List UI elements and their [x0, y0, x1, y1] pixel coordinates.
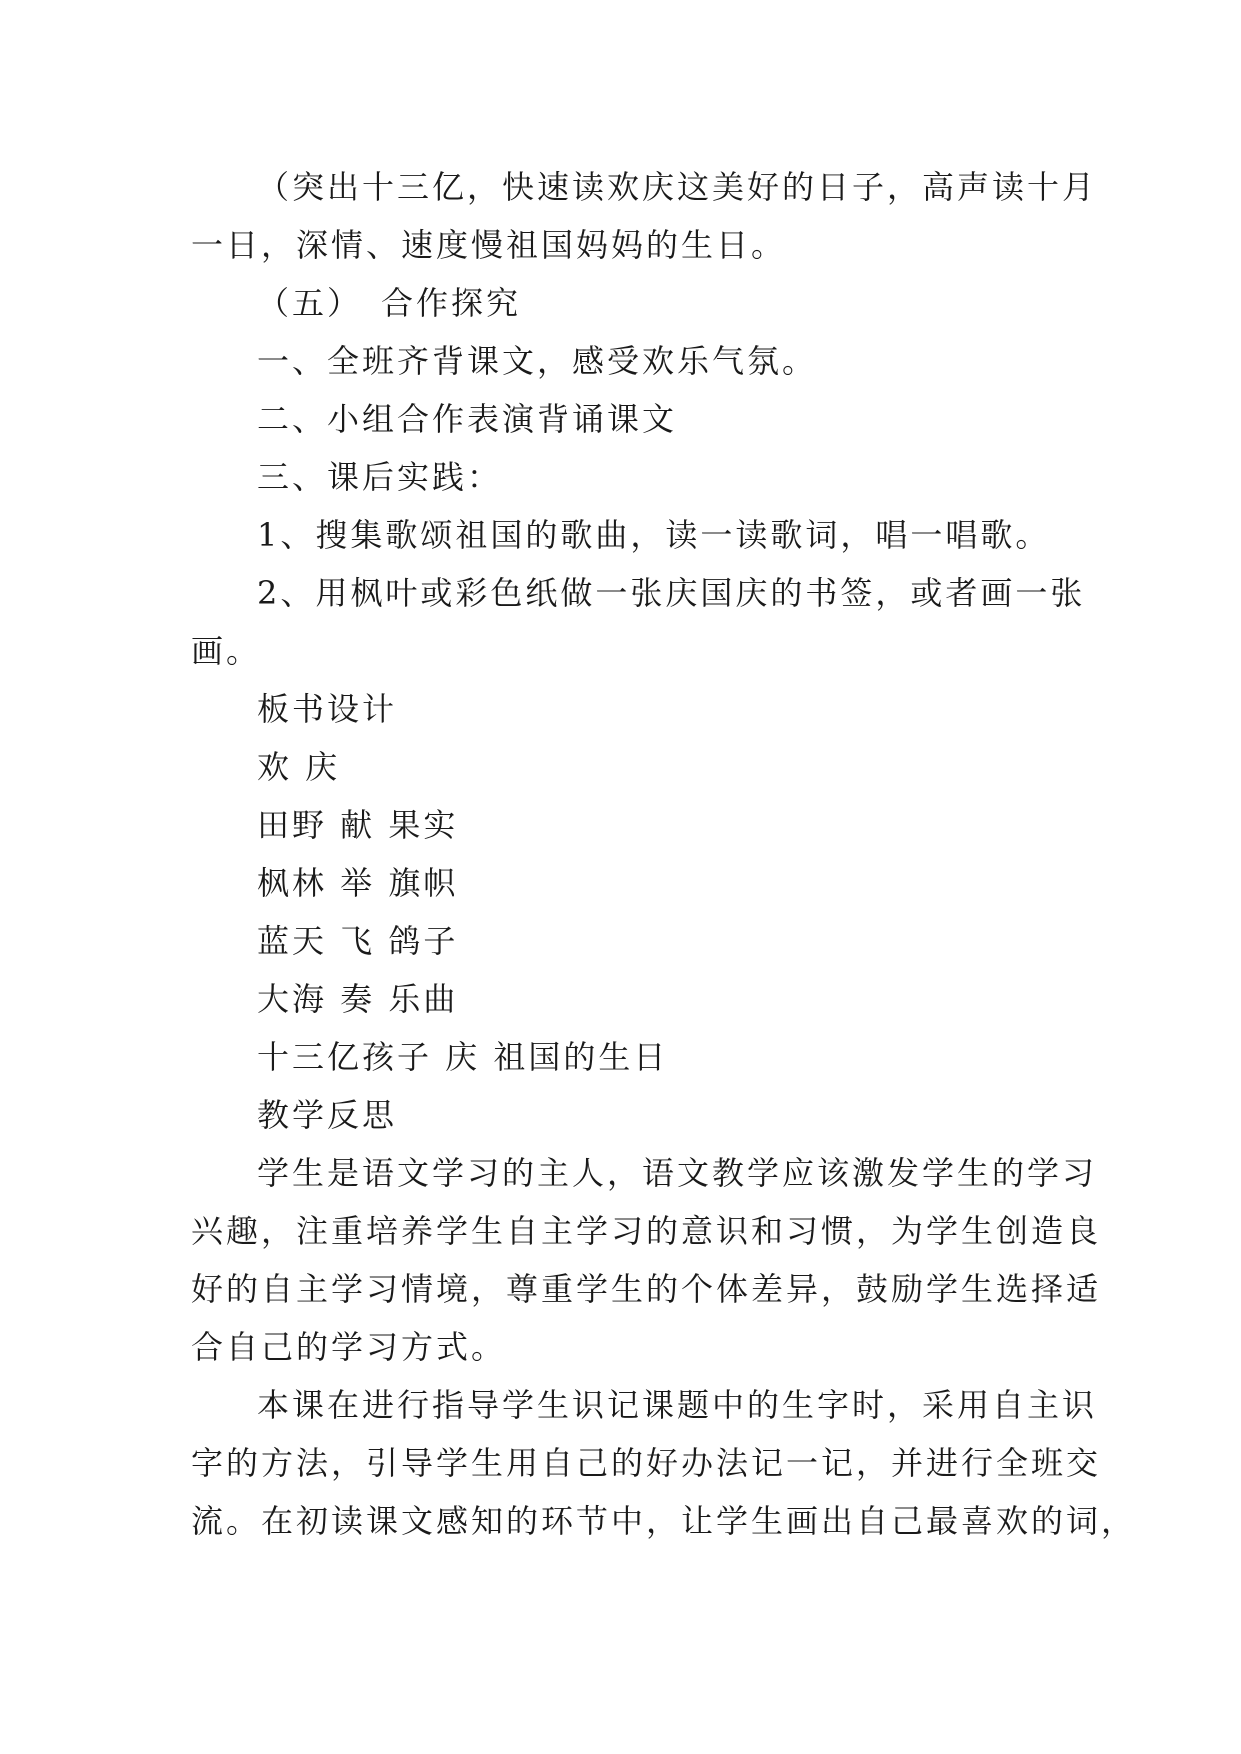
paragraph-line: 学生是语文学习的主人，语文教学应该激发学生的学习 [257, 1154, 1098, 1192]
list-item: 三、课后实践： [257, 458, 503, 496]
list-item: 2、用枫叶或彩色纸做一张庆国庆的书签，或者画一张 [257, 574, 1086, 612]
board-line: 十三亿孩子 庆 祖国的生日 [257, 1038, 669, 1076]
document-body [191, 158, 1137, 1550]
paragraph-line: 合自己的学习方式。 [191, 1328, 507, 1366]
list-item: 一、全班齐背课文，感受欢乐气氛。 [257, 342, 818, 380]
paragraph-line: 一日，深情、速度慢祖国妈妈的生日。 [191, 226, 787, 264]
section-heading: 教学反思 [257, 1096, 398, 1134]
board-line: 大海 奏 乐曲 [257, 980, 459, 1018]
paragraph-line: （突出十三亿，快速读欢庆这美好的日子，高声读十月 [257, 168, 1098, 206]
board-line: 蓝天 飞 鸽子 [257, 922, 459, 960]
board-line: 枫林 举 旗帜 [257, 864, 459, 902]
section-heading: （五） 合作探究 [257, 284, 522, 322]
paragraph-line: 字的方法，引导学生用自己的好办法记一记，并进行全班交 [191, 1444, 1102, 1482]
paragraph-line: 画。 [191, 632, 262, 670]
list-item: 二、小组合作表演背诵课文 [257, 400, 678, 438]
list-item: 1、搜集歌颂祖国的歌曲，读一读歌词，唱一唱歌。 [257, 516, 1051, 554]
paragraph-line: 流。在初读课文感知的环节中，让学生画出自己最喜欢的词， [191, 1502, 1137, 1540]
paragraph-line: 好的自主学习情境，尊重学生的个体差异，鼓励学生选择适 [191, 1270, 1102, 1308]
section-heading: 板书设计 [257, 690, 398, 728]
board-line: 欢 庆 [257, 748, 341, 786]
paragraph-line: 兴趣，注重培养学生自主学习的意识和习惯，为学生创造良 [191, 1212, 1102, 1250]
paragraph-line: 本课在进行指导学生识记课题中的生字时，采用自主识 [257, 1386, 1098, 1424]
board-line: 田野 献 果实 [257, 806, 459, 844]
